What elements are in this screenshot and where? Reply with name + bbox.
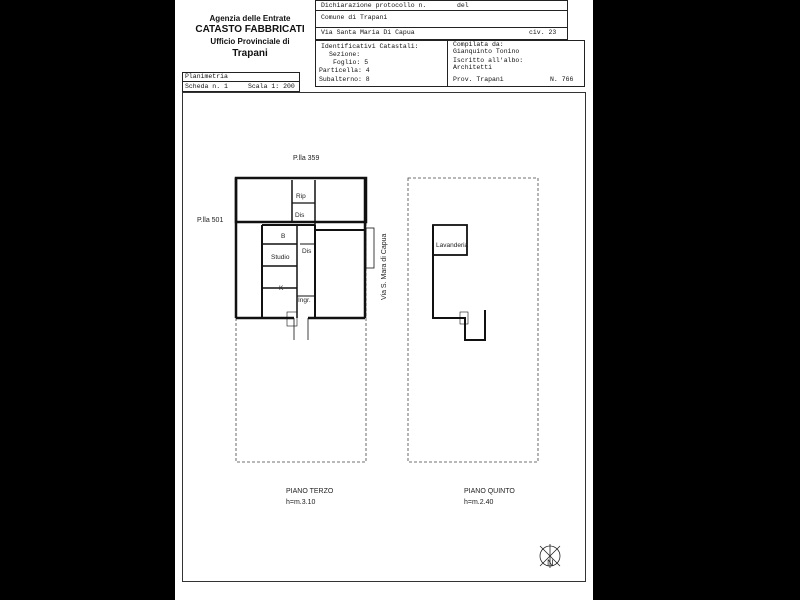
protocol-label: Dichiarazione protocollo n. (321, 2, 427, 9)
registered-label: Iscritto all'albo: (453, 57, 524, 64)
registration-number: N. 766 (550, 76, 574, 83)
plla-left-label: P.lla 501 (197, 217, 224, 224)
cadastral-sheet (175, 0, 593, 600)
plla-top-label: P.lla 359 (293, 155, 320, 162)
planimetria-title: Planimetria (185, 73, 228, 80)
scheda: Scheda n. 1 (185, 83, 228, 90)
room-ingr-label: Ingr. (298, 297, 311, 304)
civico: civ. 23 (529, 29, 557, 36)
room-dis1-label: Dis (295, 212, 305, 219)
foglio: Foglio: 5 (333, 59, 369, 66)
del-label: del (457, 2, 469, 9)
agency-name: Agenzia delle Entrate (209, 14, 291, 23)
north-label: N (547, 558, 554, 568)
room-studio-label: Studio (271, 254, 290, 261)
office-city: Trapani (232, 48, 268, 59)
room-lavanderia-label: Lavanderia (436, 242, 469, 249)
address: Via Santa Maria Di Capua (321, 29, 415, 36)
street-label: Via S. Mara di Capua (381, 233, 388, 300)
compiled-by-label: Compilata da: (453, 41, 504, 48)
piano-terzo-label: PIANO TERZO (286, 488, 334, 495)
compiler-name: Gianquinto Tonino (453, 48, 520, 55)
subalterno: Subalterno: 8 (319, 76, 370, 83)
piano-terzo-height: h=m.3.10 (286, 499, 316, 506)
piano-quinto-height: h=m.2.40 (464, 499, 494, 506)
office-name: Ufficio Provinciale di (210, 37, 290, 46)
albo: Architetti (453, 64, 493, 71)
sezione: Sezione: (329, 51, 361, 58)
particella: Particella: 4 (319, 67, 370, 74)
piano-quinto-label: PIANO QUINTO (464, 488, 515, 495)
room-b-label: B (281, 233, 286, 240)
room-dis2-label: Dis (302, 248, 312, 255)
room-k-label: K (279, 285, 284, 292)
identifiers-title: Identificativi Catastali: (321, 43, 419, 50)
floor-plan-drawing (175, 0, 593, 600)
comune: Comune di Trapani (321, 14, 388, 21)
province: Prov. Trapani (453, 76, 504, 83)
scala: Scala 1: 200 (248, 83, 295, 90)
catasto-title: CATASTO FABBRICATI (195, 24, 305, 35)
room-rip-label: Rip (296, 193, 306, 200)
